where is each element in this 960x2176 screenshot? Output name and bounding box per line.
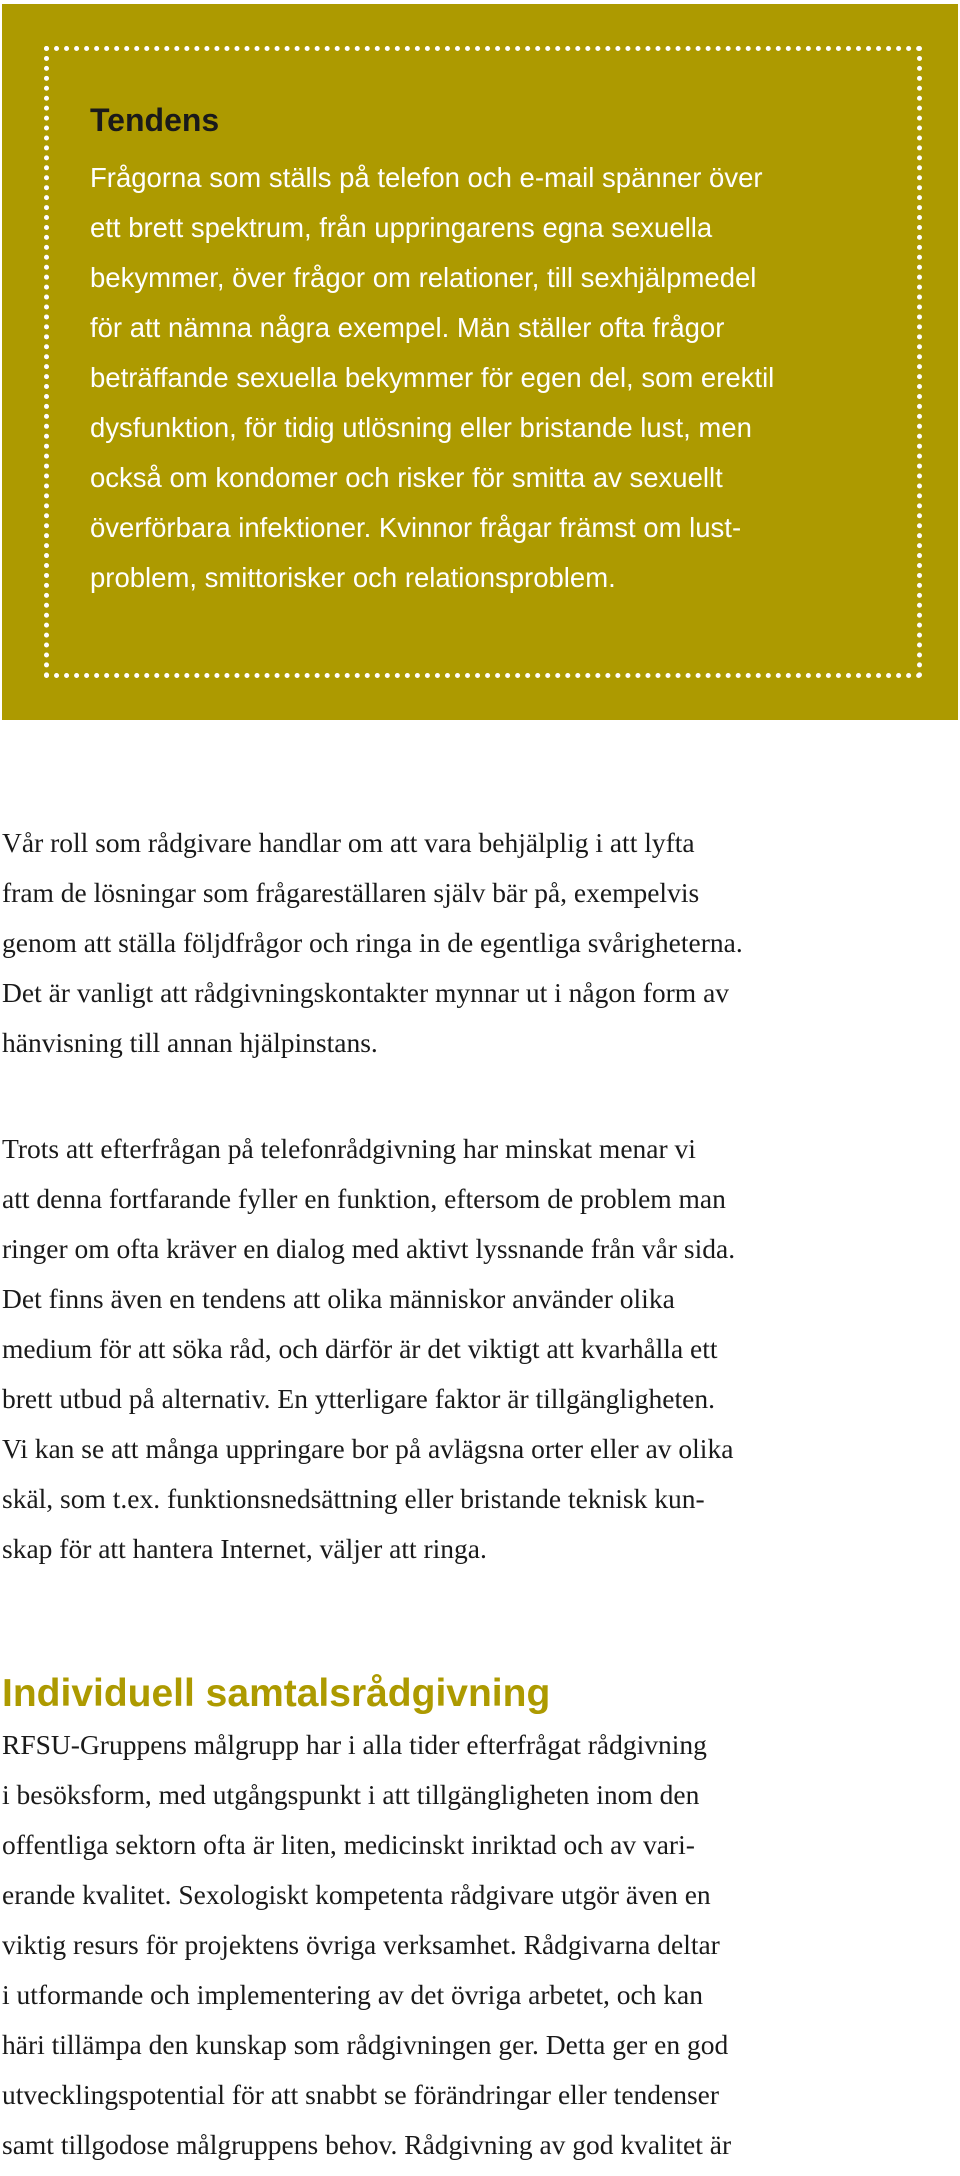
paragraph-line: Vi kan se att många uppringare bor på avlägsna orter eller av olika [2,1433,734,1464]
paragraph-individual-counselling [2,1720,952,2170]
paragraph-telephone-counselling [2,1124,952,1574]
callout-line: bekymmer, över frågor om relationer, till sexhjälpmedel [90,262,757,293]
paragraph-line: skäl, som t.ex. funktionsnedsättning eller bristande teknisk kun- [2,1483,705,1514]
callout-line: dysfunktion, för tidig utlösning eller bristande lust, men [90,412,752,443]
paragraph-line: att denna fortfarande fyller en funktion, eftersom de problem man [2,1183,726,1214]
paragraph-line: fram de lösningar som frågareställaren själv bär på, exempelvis [2,877,700,908]
paragraph-line: Det finns även en tendens att olika människor använder olika [2,1283,675,1314]
section-heading: Individuell samtalsrådgivning [2,1672,551,1715]
paragraph-line: erande kvalitet. Sexologiskt kompetenta rådgivare utgör även en [2,1879,711,1910]
paragraph-line: utvecklingspotential för att snabbt se förändringar eller tendenser [2,2079,720,2110]
paragraph-line: brett utbud på alternativ. En ytterligare faktor är tillgängligheten. [2,1383,715,1414]
callout-line: också om kondomer och risker för smitta av sexuellt [90,462,723,493]
callout-line: för att nämna några exempel. Män ställer ofta frågor [90,312,725,343]
paragraph-line: RFSU-Gruppens målgrupp har i alla tider efterfrågat rådgivning [2,1729,707,1760]
callout-line: beträffande sexuella bekymmer för egen del, som erektil [90,362,775,393]
callout-line: problem, smittorisker och relationsproblem. [90,562,616,593]
callout-title: Tendens [90,102,220,138]
callout-line: överförbara infektioner. Kvinnor frågar främst om lust- [90,512,742,543]
callout-line: ett brett spektrum, från uppringarens egna sexuella [90,212,713,243]
paragraph-line: offentliga sektorn ofta är liten, medicinskt inriktad och av vari- [2,1829,695,1860]
paragraph-line: häri tillämpa den kunskap som rådgivningen ger. Detta ger en god [2,2029,729,2060]
paragraph-line: Det är vanligt att rådgivningskontakter mynnar ut i någon form av [2,977,730,1008]
paragraph-line: ringer om ofta kräver en dialog med aktivt lyssnande från vår sida. [2,1233,736,1264]
paragraph-line: samt tillgodose målgruppens behov. Rådgivning av god kvalitet är [2,2129,732,2160]
paragraph-line: medium för att söka råd, och därför är det viktigt att kvarhålla ett [2,1333,718,1364]
paragraph-line: Trots att efterfrågan på telefonrådgivning har minskat menar vi [2,1133,696,1164]
paragraph-line: viktig resurs för projektens övriga verksamhet. Rådgivarna deltar [2,1929,720,1960]
paragraph-line: genom att ställa följdfrågor och ringa in de egentliga svårigheterna. [2,927,743,958]
paragraph-line: Vår roll som rådgivare handlar om att vara behjälplig i att lyfta [2,827,695,858]
paragraph-line: i besöksform, med utgångspunkt i att tillgängligheten inom den [2,1779,700,1810]
paragraph-line: hänvisning till annan hjälpinstans. [2,1027,378,1058]
callout-body [90,153,920,603]
paragraph-line: i utformande och implementering av det övriga arbetet, och kan [2,1979,703,2010]
paragraph-advisor-role [2,818,952,1068]
callout-line: Frågorna som ställs på telefon och e-mail spänner över [90,162,763,193]
paragraph-line: skap för att hantera Internet, väljer att ringa. [2,1533,487,1564]
